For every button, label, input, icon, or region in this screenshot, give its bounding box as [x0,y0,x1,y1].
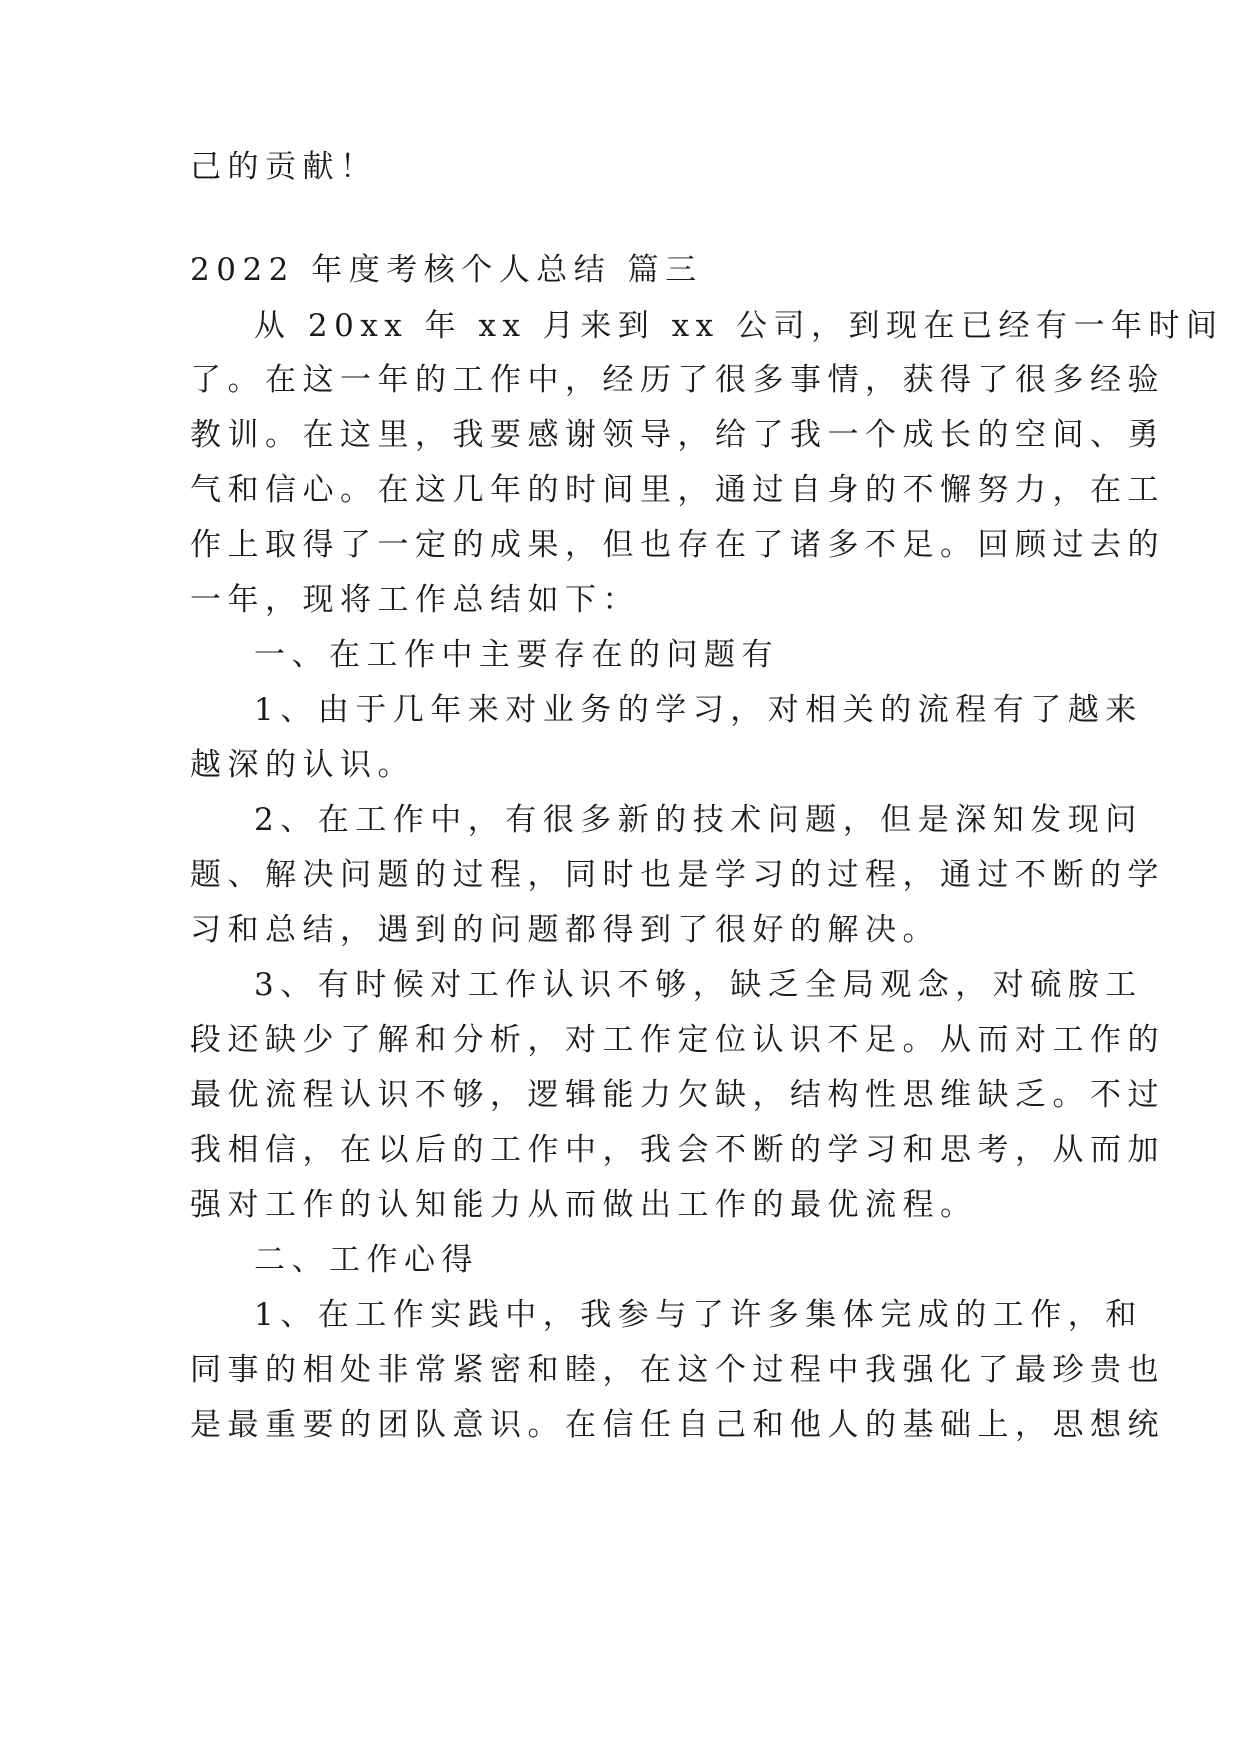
paragraph-line: 我相信，在以后的工作中，我会不断的学习和思考，从而加 [190,1132,1165,1168]
paragraph-line: 越深的认识。 [190,747,415,783]
paragraph-line: 教训。在这里，我要感谢领导，给了我一个成长的空间、勇 [190,417,1165,453]
paragraph-line: 2、在工作中，有很多新的技术问题，但是深知发现问 [254,802,1143,838]
paragraph-line: 一年，现将工作总结如下： [190,582,640,618]
paragraph-line: 是最重要的团队意识。在信任自己和他人的基础上，思想统 [190,1407,1165,1443]
section-heading: 2022 年度考核个人总结 篇三 [190,252,703,288]
paragraph-line: 题、解决问题的过程，同时也是学习的过程，通过不断的学 [190,857,1165,893]
subheading-line: 二、工作心得 [254,1242,479,1278]
paragraph-line: 段还缺少了解和分析，对工作定位认识不足。从而对工作的 [190,1022,1165,1058]
paragraph-line: 作上取得了一定的成果，但也存在了诸多不足。回顾过去的 [190,527,1165,563]
paragraph-line: 气和信心。在这几年的时间里，通过自身的不懈努力，在工 [190,472,1165,508]
paragraph-line: 同事的相处非常紧密和睦，在这个过程中我强化了最珍贵也 [190,1352,1165,1388]
paragraph-line: 最优流程认识不够，逻辑能力欠缺，结构性思维缺乏。不过 [190,1077,1165,1113]
subheading-line: 一、在工作中主要存在的问题有 [254,637,779,673]
paragraph-line: 3、有时候对工作认识不够，缺乏全局观念，对硫胺工 [254,967,1143,1003]
paragraph-line: 1、在工作实践中，我参与了许多集体完成的工作，和 [254,1297,1143,1333]
paragraph-line: 习和总结，遇到的问题都得到了很好的解决。 [190,912,940,948]
paragraph-line: 了。在这一年的工作中，经历了很多事情，获得了很多经验 [190,362,1165,398]
paragraph-line: 从 20xx 年 xx 月来到 xx 公司，到现在已经有一年时间 [254,308,1224,344]
text-line: 己的贡献！ [190,149,378,185]
paragraph-line: 1、由于几年来对业务的学习，对相关的流程有了越来 [254,692,1143,728]
paragraph-line: 强对工作的认知能力从而做出工作的最优流程。 [190,1187,978,1223]
